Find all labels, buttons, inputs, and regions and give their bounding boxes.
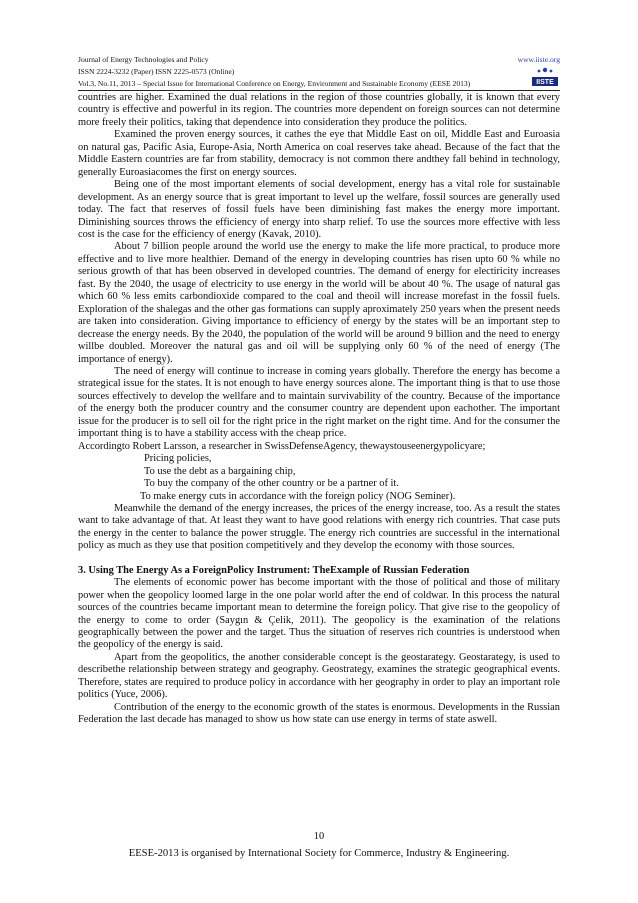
paragraph: Apart from the geopolitics, the another considerable concept is the geostarategy. Geostarategy, is used to describethe relationship between strategy and geography. Geostrategy, examines the strategic geographical events. Therefore, states are required to produce policy in accordance with her geography in order to play an important role politics (Yuce, 2006). xyxy=(78,651,560,701)
header-rule xyxy=(78,90,560,91)
journal-url[interactable]: www.iiste.org xyxy=(517,55,560,64)
list-item: Pricing policies, xyxy=(144,453,212,465)
paragraph: The need of energy will continue to increase in coming years globally. Therefore the energy has become a strategical issue for the states. It is not enough to have energy sources alone. The important thing is that to use those sources effectively to develop the wellfare and to maintain survivability of the country. Because of the importance of the energy both the producer country and the consumer country are dependent upon eachother. The important issue for the producer is to sell oil for the right price in the right market on the right time. And for the consumer the important thing is to have a stability access with the cheap price. xyxy=(78,365,560,440)
article-body xyxy=(78,92,560,727)
list-item: To use the debt as a bargaining chip, xyxy=(144,465,296,477)
paragraph: Being one of the most important elements of social development, energy has a vital role for sustainable development. As an energy source that is great important to level up the welfare, fossil sources are generally used today. The fact that reserves of fossil fuels have been diminishing fast makes the energy more important. Diminishing sources throws the efficiency of energy into sharp relief. To use the sources more effective with less cost is the case for the efficiency of energy (Kavak, 2010). xyxy=(78,179,560,240)
volume-line: Vol.3, No.11, 2013 – Special Issue for International Conference on Energy, Environment and Sustainable Economy (EESE 2013) xyxy=(78,79,471,88)
logo-text: IISTE xyxy=(536,79,554,87)
list-item: To make energy cuts in accordance with the foreign policy (NOG Seminer). xyxy=(140,490,456,502)
journal-title: Journal of Energy Technologies and Policy xyxy=(78,55,209,64)
paragraph: About 7 billion people around the world use the energy to make the life more practical, to produce more effective and to live more healthier. Demand of the energy in developing countries has risen upto 60 % while no serious growth of that has been observed in developed countries. The demand of energy for electiricity increases fast. By the 2040, the usage of electricity to use energy in the world will be about 40 %. The usage of natural gas which 60 % less emits carbondioxide compared to the coal and theoil will increase morefast in the fossil fuels. Exploration of the shalegas and the other gas formations can supply aproximately 250 years when the present needs are taken into consideration. Giving importance to efficiency of energy by the states will be an important step to decrease the energy needs. By the 2040, the population of the world will be around 9 billion and the need to energy willbe doubled. Moreover the natural gas and oil will be supplying only 60 % of the need of energy (The importance of energy). xyxy=(78,241,560,365)
paragraph: Examined the proven energy sources, it cathes the eye that Middle East on oil, Middle East and Euroasia on natural gas, Pacific Asia, Europe-Asia, North America on coal reserves take ahead. Because of the fact that the Middle Eastern countries are far from stability, democracy is not common there andthey fall behind in technology, generally Euroasiacomes the first on energy sources. xyxy=(78,129,560,178)
page-number: 10 xyxy=(313,831,325,842)
section-heading: 3. Using The Energy As a ForeignPolicy Instrument: TheExample of Russian Federation xyxy=(78,564,470,576)
issn-line: ISSN 2224-3232 (Paper) ISSN 2225-0573 (Online) xyxy=(78,67,235,76)
paragraph: Meanwhile the demand of the energy increases, the prices of the energy increase, too. As a result the states want to take advantage of that. At least they want to have good relations with energy rich countries. That case puts the energy in the center to balance the power struggle. The energy rich countries are successful in the international policy as much as they use that position competitively and they develop the economy with those sources. xyxy=(78,502,560,552)
paragraph: Accordingto Robert Larsson, a researcher in SwissDefenseAgency, thewaystouseenergypolicyare; xyxy=(78,440,486,452)
footer-note: EESE-2013 is organised by International Society for Commerce, Industry & Engineering. xyxy=(128,848,510,859)
paragraph: Contribution of the energy to the economic growth of the states is enormous. Developments in the Russian Federation the last decade has managed to show us how state can use energy in terms of state aswell. xyxy=(78,701,560,726)
paragraph: countries are higher. Examined the dual relations in the region of those countries globally, it is known that every country is effective and powerful in its region. The countries more dependent on foreign sources can not determine more freely their politics, taking that dependence into consideration they produce the politics. xyxy=(78,92,560,128)
iiste-logo-icon xyxy=(530,66,560,90)
list-item: To buy the company of the other country or be a partner of it. xyxy=(144,478,399,490)
paragraph: The elements of economic power has become important with the those of political and those of military power when the geopolicy loomed large in the one polar world after the end of coldwar. In this process the natural sources of the countries became important mean to determine the foreign policy. That give rise to the geopolicy of the energy to come to order (Saygın & Çelik, 2011). The geopolicy is the examination of the relations geographically between the power and the target. Thus the situation of reserves rich countries is understood when the geopolicy of the energy is said. xyxy=(78,577,560,651)
journal-header xyxy=(78,54,560,90)
